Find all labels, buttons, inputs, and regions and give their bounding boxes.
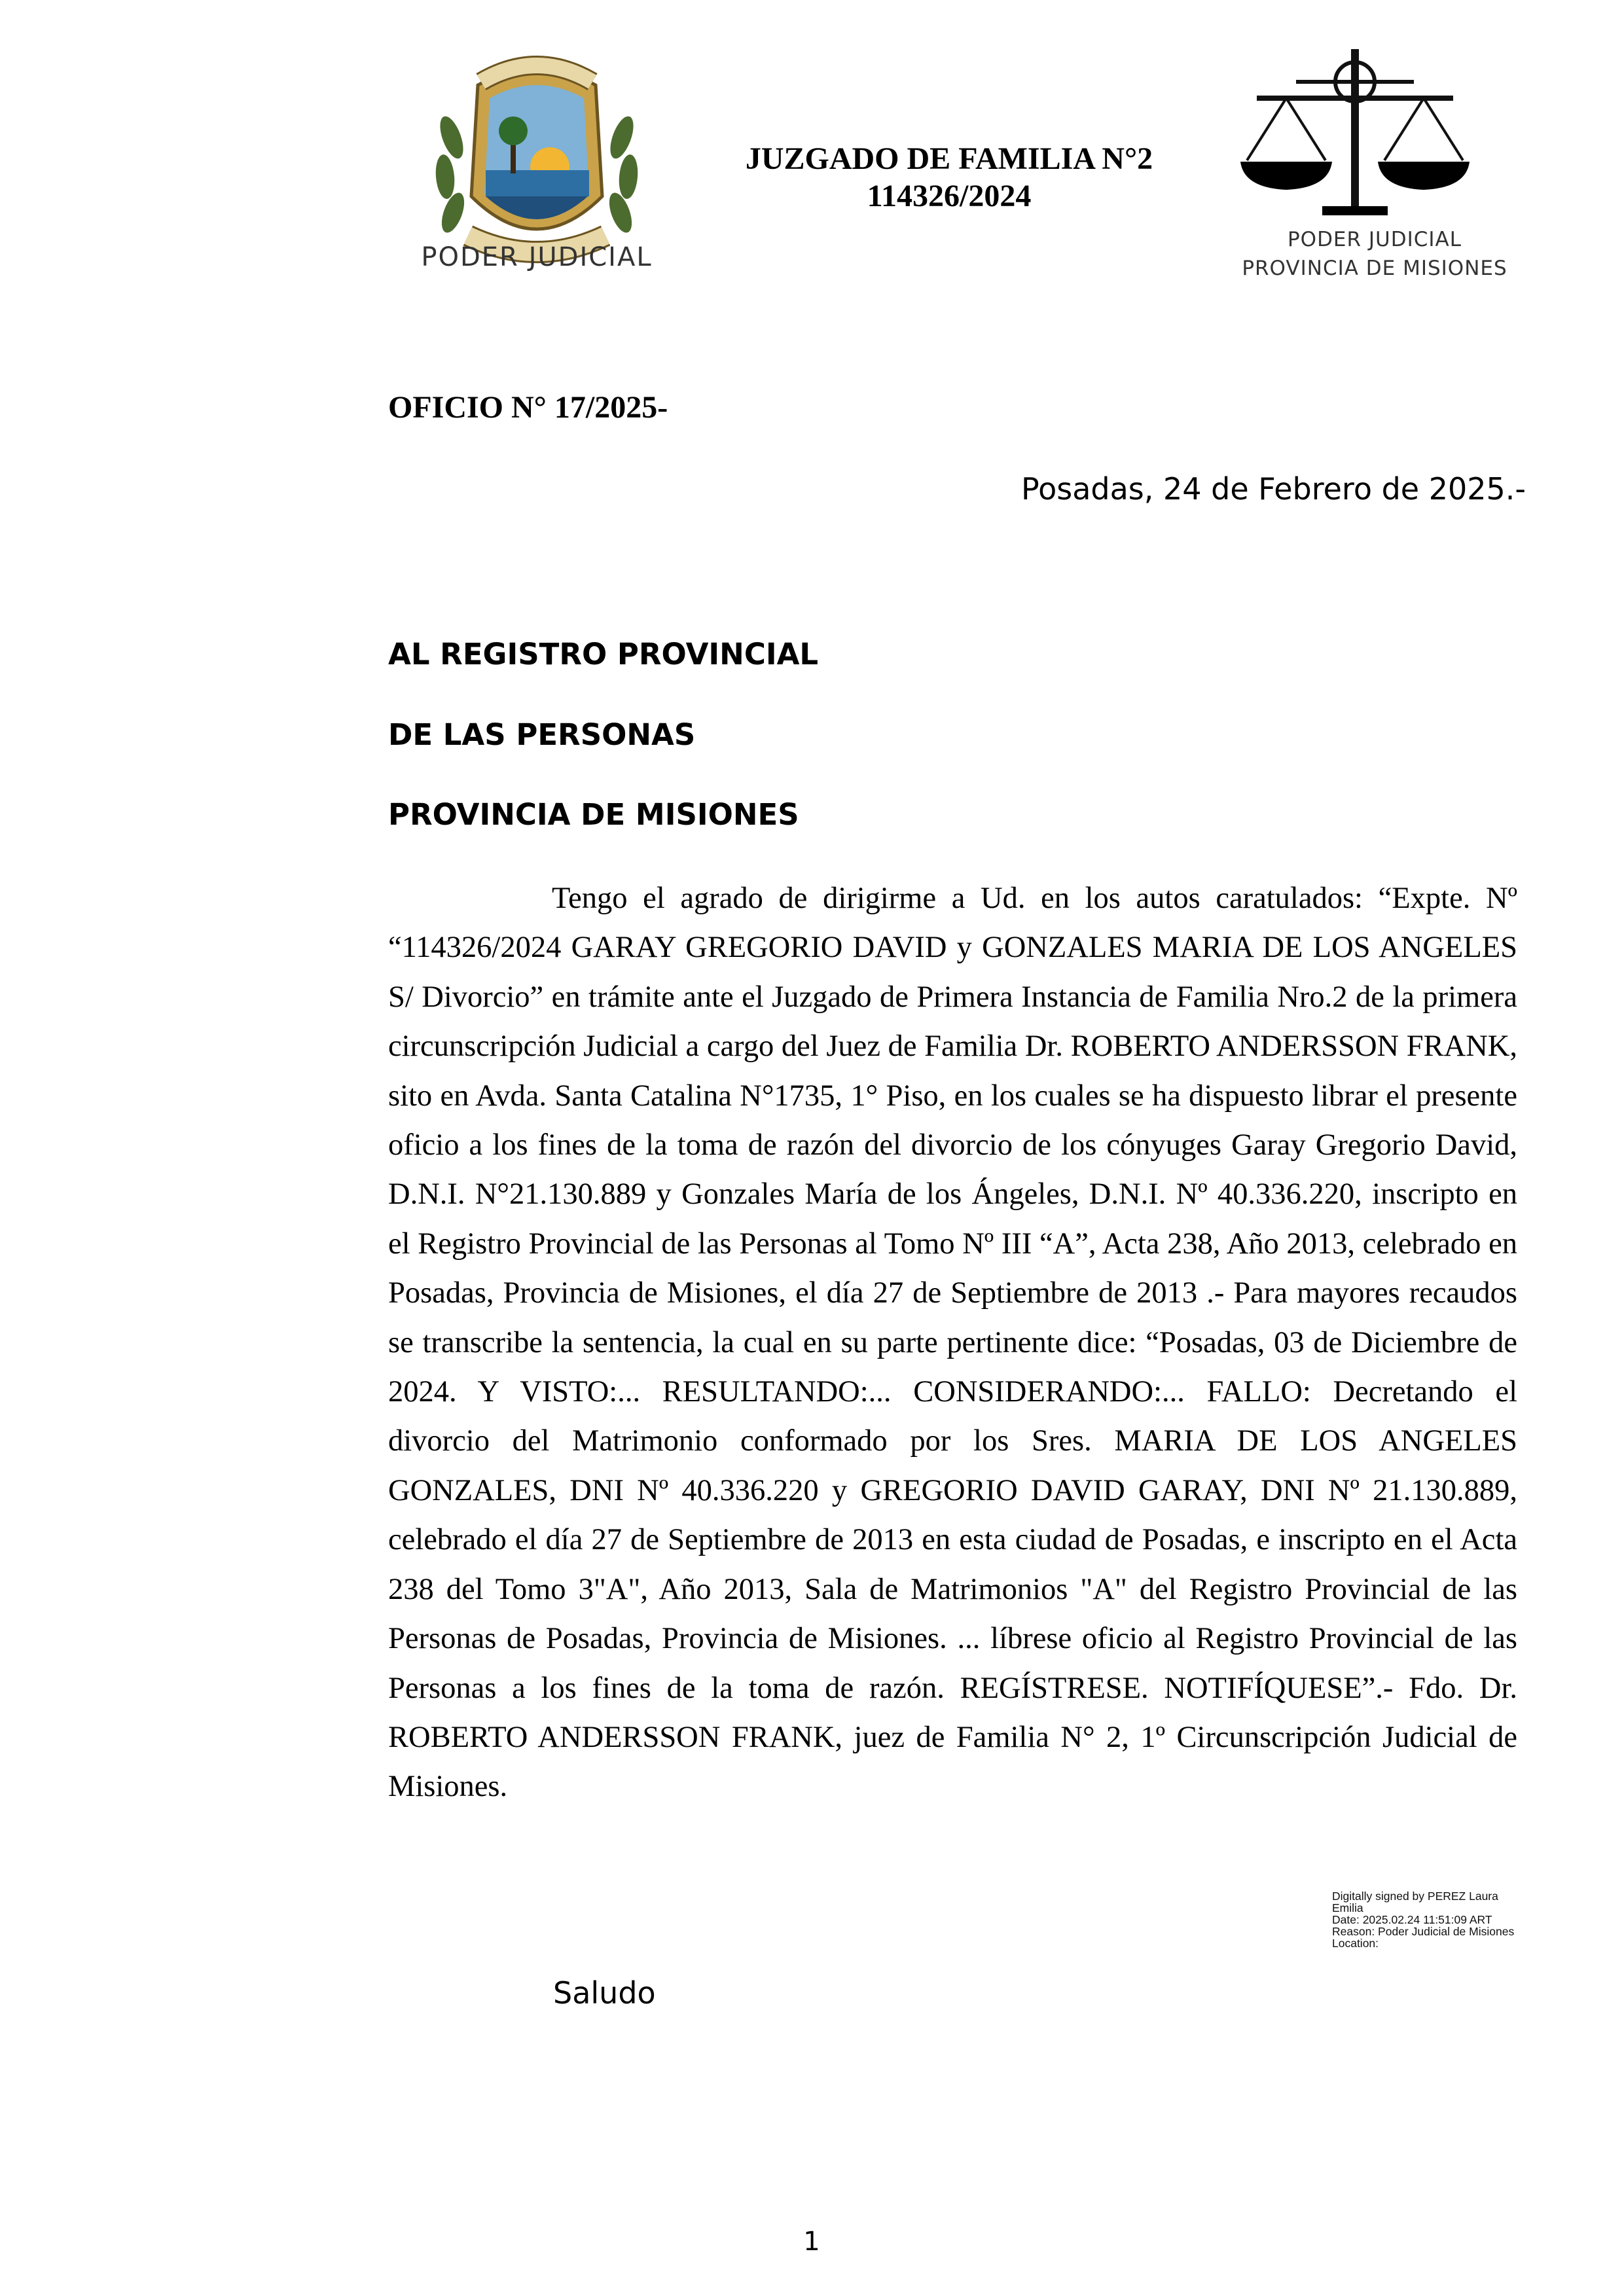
court-name: JUZGADO DE FAMILIA N°2 (745, 141, 1153, 176)
right-logo-caption-line1: PODER JUDICIAL (1287, 228, 1462, 251)
oficio-number: OFICIO N° 17/2025- (388, 390, 668, 425)
right-logo-caption-line2: PROVINCIA DE MISIONES (1242, 257, 1507, 280)
addressee-line-3: PROVINCIA DE MISIONES (388, 797, 799, 832)
signature-line: Reason: Poder Judicial de Misiones (1332, 1925, 1515, 1938)
left-logo-caption: PODER JUDICIAL (421, 242, 653, 272)
page-number: 1 (803, 2227, 820, 2257)
signature-line: Digitally signed by PEREZ Laura (1332, 1890, 1498, 1903)
signature-line: Date: 2025.02.24 11:51:09 ART (1332, 1913, 1492, 1926)
addressee-line-2: DE LAS PERSONAS (388, 717, 696, 752)
addressee-line-1: AL REGISTRO PROVINCIAL (388, 637, 819, 672)
place-date: Posadas, 24 de Febrero de 2025.- (1021, 471, 1526, 507)
body-paragraph: Tengo el agrado de dirigirme a Ud. en los autos caratulados: “Expte. Nº “114326/2024 GARAY GREGORIO DAVID y GONZALES MARIA DE LOS ANGELES S/ Divorcio” en trámite ante el Juzgado de Primera Instancia de Familia Nro.2 de la primera circunscripción Judicial a cargo del Juez de Familia Dr. ROBERTO ANDERSSON FRANK, sito en Avda. Santa Catalina N°1735, 1° Piso, en los cuales se ha dispuesto librar el presente oficio a los fines de la toma de razón del divorcio de los cónyuges Garay Gregorio David, D.N.I. N°21.130.889 y Gonzales María de los Ángeles, D.N.I. Nº 40.336.220, inscripto en el Registro Provincial de las Personas al Tomo Nº III “A”, Acta 238, Año 2013, celebrado en Posadas, Provincia de Misiones, el día 27 de Septiembre de 2013 .- Para mayores recaudos se transcribe la sentencia, la cual en su parte pertinente dice: “Posadas, 03 de Diciembre de 2024. Y VISTO:... RESULTANDO:... CONSIDERANDO:... FALLO: Decretando el divorcio del Matrimonio conformado por los Sres. MARIA DE LOS ANGELES GONZALES, DNI Nº 40.336.220 y GREGORIO DAVID GARAY, DNI Nº 21.130.889, celebrado el día 27 de Septiembre de 2013 en esta ciudad de Posadas, e inscripto en el Acta 238 del Tomo 3"A", Año 2013, Sala de Matrimonios "A" del Registro Provincial de las Personas de Posadas, Provincia de Misiones. ... líbrese oficio al Registro Provincial de las Personas a los fines de la toma de razón. REGÍSTRESE. NOTIFÍQUESE”.- Fdo. Dr. ROBERTO ANDERSSON FRANK, juez de Familia N° 2, 1º Circunscripción Judicial de Misiones. (388, 882, 1517, 1804)
signature-line: Emilia (1332, 1901, 1363, 1914)
closing-text: Saludo (553, 1975, 656, 2011)
scales-of-justice-icon (1231, 36, 1519, 291)
signature-line: Location: (1332, 1937, 1379, 1950)
court-file-number: 114326/2024 (867, 179, 1032, 213)
digital-signature (1332, 1890, 1581, 1949)
